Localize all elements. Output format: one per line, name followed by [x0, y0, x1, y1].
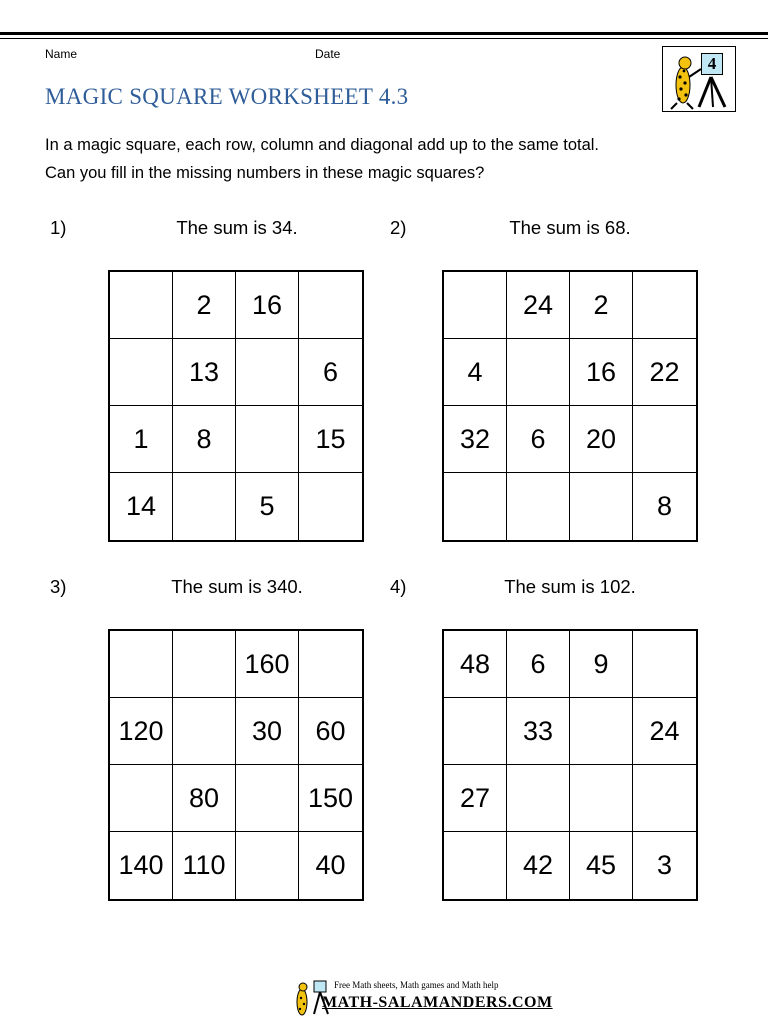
given-number-cell: 42: [507, 832, 570, 899]
intro-line-2: Can you fill in the missing numbers in these magic squares?: [45, 164, 485, 182]
given-number-cell: 24: [507, 272, 570, 339]
grade-logo: [662, 46, 736, 112]
given-number-cell: 27: [444, 765, 507, 832]
footer-tagline: Free Math sheets, Math games and Math help: [334, 980, 499, 990]
name-label: Name: [45, 47, 78, 61]
blank-cell[interactable]: [444, 832, 507, 899]
blank-cell[interactable]: [110, 631, 173, 698]
blank-cell[interactable]: [299, 272, 362, 339]
given-number-cell: 48: [444, 631, 507, 698]
given-number-cell: 16: [570, 339, 633, 406]
given-number-cell: 15: [299, 406, 362, 473]
footer-site-link[interactable]: MATH-SALAMANDERS.COM: [322, 994, 553, 1011]
given-number-cell: 6: [507, 631, 570, 698]
grade-badge: 4: [701, 53, 723, 75]
given-number-cell: 4: [444, 339, 507, 406]
blank-cell[interactable]: [299, 631, 362, 698]
problem-sum: The sum is 34.: [176, 217, 298, 238]
given-number-cell: 20: [570, 406, 633, 473]
given-number-cell: 2: [173, 272, 236, 339]
magic-square-4: [442, 629, 698, 901]
blank-cell[interactable]: [507, 765, 570, 832]
blank-cell[interactable]: [299, 473, 362, 540]
given-number-cell: 3: [656, 850, 673, 880]
given-number-cell: 32: [444, 406, 507, 473]
given-number-cell: 13: [173, 339, 236, 406]
blank-cell[interactable]: [444, 473, 507, 540]
top-rule: [0, 32, 768, 35]
given-number-cell: 14: [110, 473, 173, 540]
problem-number: 1): [50, 217, 67, 238]
given-number-cell: 160: [236, 631, 299, 698]
given-number-cell: 150: [299, 765, 362, 832]
given-number-cell: 6: [507, 406, 570, 473]
magic-square-3: [108, 629, 364, 901]
blank-cell[interactable]: [236, 339, 299, 406]
given-number-cell: 33: [507, 698, 570, 765]
blank-cell[interactable]: [507, 339, 570, 406]
blank-cell[interactable]: [633, 765, 696, 832]
given-number-cell: 6: [299, 339, 362, 406]
magic-square-1: [108, 270, 364, 542]
given-number-cell: 60: [299, 698, 362, 765]
given-number-cell: 120: [110, 698, 173, 765]
date-label: Date: [315, 47, 341, 61]
blank-cell[interactable]: [507, 473, 570, 540]
problem-sum: The sum is 68.: [509, 217, 631, 238]
problem-sum: The sum is 340.: [171, 576, 303, 597]
given-number-cell: 1: [110, 406, 173, 473]
problem-number: 3): [50, 576, 67, 597]
given-number-cell: 40: [315, 850, 346, 880]
given-number-cell: 8: [173, 406, 236, 473]
given-number-cell: 2: [570, 272, 633, 339]
blank-cell[interactable]: [570, 473, 633, 540]
blank-cell[interactable]: [173, 631, 236, 698]
magic-square-2: [442, 270, 698, 542]
top-rule-thin: [0, 38, 768, 39]
worksheet-title: MAGIC SQUARE WORKSHEET 4.3: [45, 84, 409, 109]
blank-cell[interactable]: [173, 698, 236, 765]
given-number-cell: 16: [236, 272, 299, 339]
blank-cell[interactable]: [633, 272, 696, 339]
blank-cell[interactable]: [110, 272, 173, 339]
blank-cell[interactable]: [633, 631, 696, 698]
blank-cell[interactable]: [633, 406, 696, 473]
intro-line-1: In a magic square, each row, column and diagonal add up to the same total.: [45, 136, 600, 154]
blank-cell[interactable]: [173, 473, 236, 540]
blank-cell[interactable]: [570, 698, 633, 765]
blank-cell[interactable]: [110, 339, 173, 406]
given-number-cell: 8: [656, 491, 673, 521]
given-number-cell: 22: [633, 339, 696, 406]
blank-cell[interactable]: [236, 406, 299, 473]
problem-number: 4): [390, 576, 407, 597]
given-number-cell: 80: [173, 765, 236, 832]
blank-cell[interactable]: [110, 765, 173, 832]
blank-cell[interactable]: [570, 765, 633, 832]
given-number-cell: 30: [236, 698, 299, 765]
given-number-cell: 110: [173, 832, 236, 899]
given-number-cell: 45: [570, 832, 633, 899]
salamander-easel-icon: [663, 47, 735, 111]
given-number-cell: 9: [570, 631, 633, 698]
blank-cell[interactable]: [236, 832, 299, 899]
blank-cell[interactable]: [444, 272, 507, 339]
given-number-cell: 5: [236, 473, 299, 540]
problem-number: 2): [390, 217, 407, 238]
problem-sum: The sum is 102.: [504, 576, 636, 597]
blank-cell[interactable]: [236, 765, 299, 832]
given-number-cell: 140: [110, 832, 173, 899]
blank-cell[interactable]: [444, 698, 507, 765]
given-number-cell: 24: [633, 698, 696, 765]
